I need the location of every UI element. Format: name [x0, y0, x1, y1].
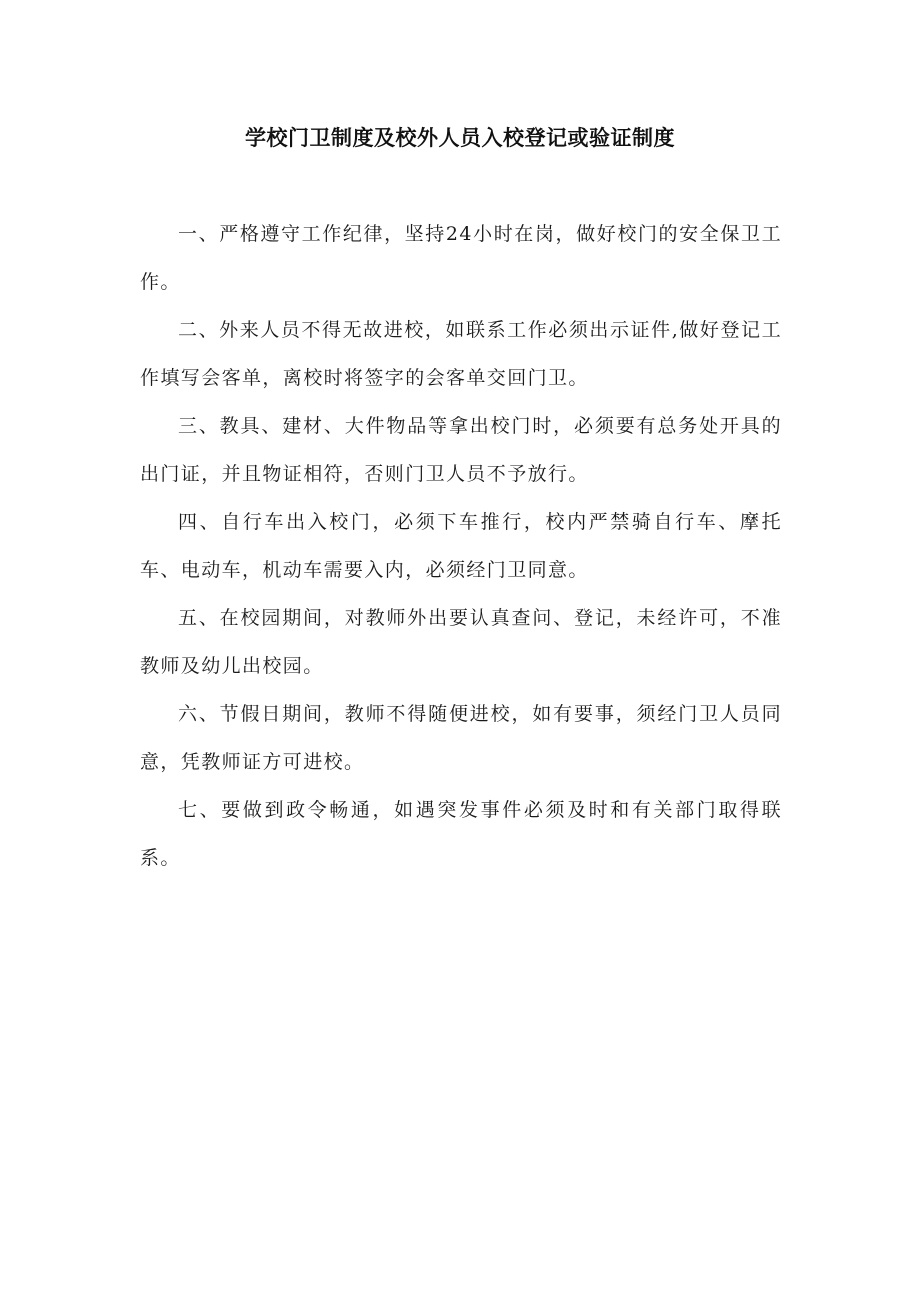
paragraph-5: 五、在校园期间，对教师外出要认真查问、登记，未经许可，不准教师及幼儿出校园。 [140, 607, 782, 677]
paragraph-1: 一、严格遵守工作纪律，坚持24小时在岗，做好校门的安全保卫工作。 [140, 223, 782, 293]
paragraph-3: 三、教具、建材、大件物品等拿出校门时，必须要有总务处开具的出门证，并且物证相符，否则门卫人员不予放行。 [140, 415, 782, 485]
document-title: 学校门卫制度及校外人员入校登记或验证制度 [245, 126, 675, 150]
paragraph-6: 六、节假日期间，教师不得随便进校，如有要事，须经门卫人员同意，凭教师证方可进校。 [140, 703, 782, 773]
paragraph-7: 七、要做到政令畅通，如遇突发事件必须及时和有关部门取得联系。 [140, 799, 782, 869]
paragraph-2: 二、外来人员不得无故进校，如联系工作必须出示证件,做好登记工作填写会客单，离校时将签字的会客单交回门卫。 [140, 319, 782, 389]
document-body [140, 210, 782, 882]
paragraph-4: 四、自行车出入校门，必须下车推行，校内严禁骑自行车、摩托车、电动车，机动车需要入内，必须经门卫同意。 [140, 511, 782, 581]
